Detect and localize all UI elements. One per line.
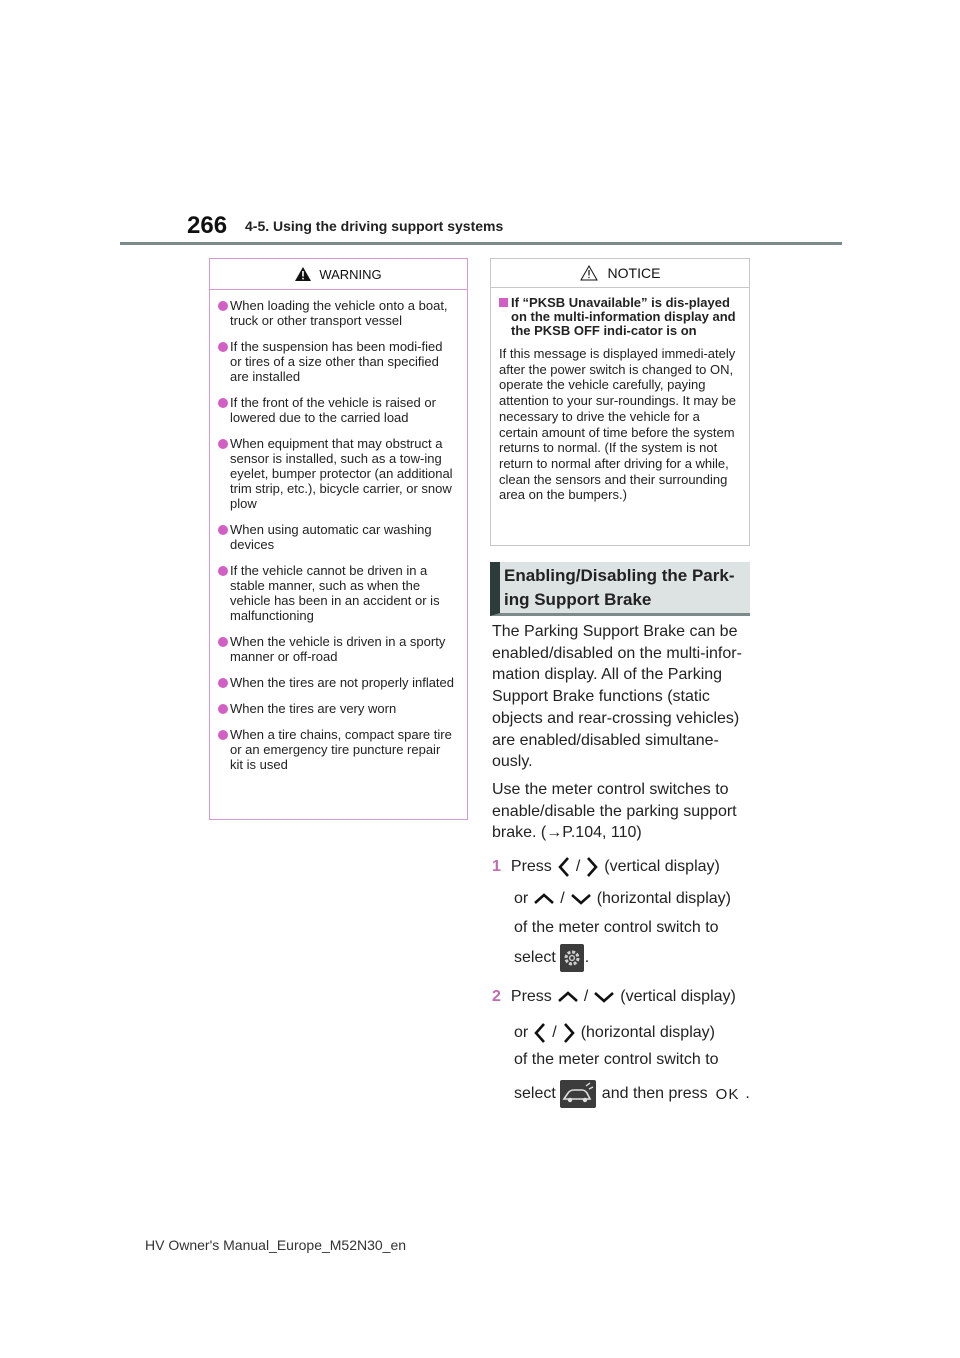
notice-header <box>491 259 749 288</box>
warning-item: When loading the vehicle onto a boat, truck or other transport vessel <box>218 298 455 328</box>
chevron-right-icon <box>585 856 599 878</box>
chevron-down-icon <box>593 990 615 1004</box>
warning-list <box>210 290 467 772</box>
page-number: 266 <box>187 212 228 239</box>
notice-subheading: If “PKSB Unavailable” is dis-played on the multi-information display and the PKSB OFF indi-cator is on <box>499 296 741 338</box>
step-1-line-2: or / (horizontal display) <box>514 890 731 907</box>
chevron-up-icon <box>557 990 579 1004</box>
notice-box <box>490 258 750 546</box>
bullet-dot-icon <box>218 704 228 714</box>
bullet-dot-icon <box>218 439 228 449</box>
step-number: 1 <box>492 858 501 875</box>
square-bullet-icon <box>499 298 508 307</box>
bullet-dot-icon <box>218 398 228 408</box>
bullet-dot-icon <box>218 637 228 647</box>
section-title: 4-5. Using the driving support systems <box>245 218 504 234</box>
ok-button-icon: OK <box>715 1085 740 1103</box>
section-heading <box>490 562 750 616</box>
notice-text: If this message is displayed immedi-ately after the power switch is changed to ON, operate the vehicle carefully, paying attention to your sur-roundings. It may be necessary to drive the vehicle for a certain amount of time before the system returns to normal. (If the system is not return to normal after driving for a while, clean the sensors and their surrounding area on the bumpers.) <box>499 346 737 503</box>
chevron-left-icon <box>557 856 571 878</box>
warning-item: When equipment that may obstruct a sensor is installed, such as a tow-ing eyelet, bumper protector (an additional trim strip, etc.), bicycle carrier, or snow plow <box>218 436 455 511</box>
notice-triangle-icon <box>580 265 598 281</box>
parking-support-brake-icon <box>560 1080 596 1108</box>
settings-gear-icon <box>560 944 584 972</box>
chevron-left-icon <box>533 1022 547 1044</box>
warning-item: If the suspension has been modi-fied or tires of a size other than specified are installed <box>218 339 455 384</box>
step-1-line-3: of the meter control switch to <box>514 919 719 936</box>
warning-item: When the tires are not properly inflated <box>218 675 455 690</box>
bullet-dot-icon <box>218 342 228 352</box>
section-heading-line1: Enabling/Disabling the Park- <box>504 566 735 585</box>
step-2-line-4: select and then press OK . <box>514 1080 750 1108</box>
bullet-dot-icon <box>218 730 228 740</box>
header-divider <box>120 242 842 245</box>
step-1-line-4: select . <box>514 944 589 972</box>
warning-triangle-icon <box>295 267 311 281</box>
footer-manual-id: HV Owner's Manual_Europe_M52N30_en <box>145 1237 407 1253</box>
step-2-line-3: of the meter control switch to <box>514 1051 719 1068</box>
warning-box <box>209 258 468 820</box>
warning-item: When the tires are very worn <box>218 701 455 716</box>
notice-body <box>491 288 749 503</box>
warning-item: If the vehicle cannot be driven in a stable manner, such as when the vehicle has been in an accident or is malfunctioning <box>218 563 455 623</box>
step-number: 2 <box>492 988 501 1005</box>
warning-item: When a tire chains, compact spare tire or an emergency tire puncture repair kit is used <box>218 727 455 772</box>
step-2-line-1: 2 Press / (vertical display) <box>492 988 736 1005</box>
notice-title: NOTICE <box>607 265 661 281</box>
warning-title: WARNING <box>319 266 382 282</box>
chevron-up-icon <box>533 892 555 906</box>
warning-item: If the front of the vehicle is raised or lowered due to the carried load <box>218 395 455 425</box>
warning-item: When using automatic car washing devices <box>218 522 455 552</box>
bullet-dot-icon <box>218 566 228 576</box>
step-2-line-2: or / (horizontal display) <box>514 1022 715 1044</box>
bullet-dot-icon <box>218 678 228 688</box>
chevron-right-icon <box>562 1022 576 1044</box>
paragraph-switches: Use the meter control switches to enable/disable the parking support brake. (→P.104, 110) <box>492 781 737 842</box>
warning-item: When the vehicle is driven in a sporty manner or off-road <box>218 634 455 664</box>
bullet-dot-icon <box>218 525 228 535</box>
step-1-line-1: 1 Press / (vertical display) <box>492 856 720 878</box>
section-heading-line2: ing Support Brake <box>504 590 652 609</box>
chevron-down-icon <box>570 892 592 906</box>
paragraph-intro: The Parking Support Brake can be enabled/disabled on the multi-infor-mation display. All of the Parking Support Brake functions (static objects and rear-crossing vehicles) are enabled/disabled simultane-ously. <box>492 623 742 771</box>
bullet-dot-icon <box>218 301 228 311</box>
warning-header <box>210 259 467 290</box>
